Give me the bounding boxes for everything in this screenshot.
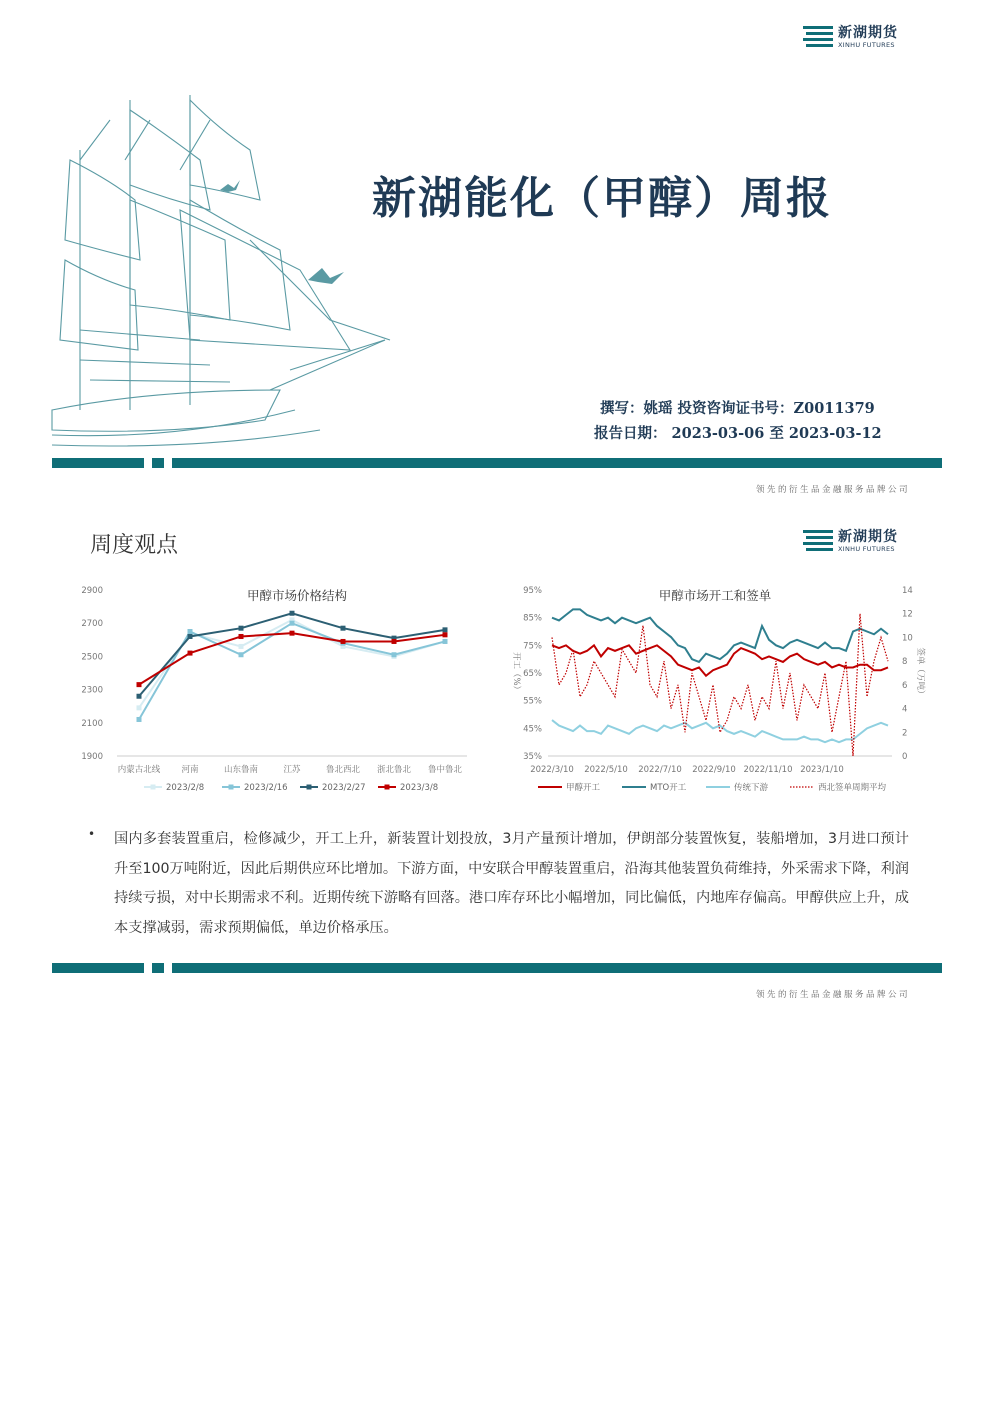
data-point xyxy=(239,644,244,649)
brand-name-en: XINHU FUTURES xyxy=(838,41,895,49)
legend-label: 2023/2/27 xyxy=(322,783,366,793)
data-point xyxy=(443,632,448,637)
legend-label: 2023/2/8 xyxy=(166,783,205,793)
brand-mark-icon xyxy=(803,530,833,552)
section-title: 周度观点 xyxy=(90,533,179,558)
series-line xyxy=(552,645,888,675)
weekly-view-paragraph: 国内多套装置重启，检修减少，开工上升，新装置计划投放，3月产量预计增加，伊朗部分装置恢复，装船增加，3月进口预计升至100万吨附近，因此后期供应环比增加。下游方面，中安联合甲醇装置重启，沿海其他装置负荷维持，外采需求下降，利润持续亏损，对中长期需求不利。近期传统下游略有回落。港口库存环比小幅增加，同比偏低，内地库存偏高。甲醇供应上升，成本支撑减弱，需求预期偏低，单边价格承压。 xyxy=(114,831,909,936)
divider-bar-left xyxy=(52,458,144,468)
data-point xyxy=(137,682,142,687)
x-tick-label: 2022/3/10 xyxy=(530,765,574,775)
y-right-axis-label: 签单（万吨） xyxy=(915,647,925,699)
y-right-tick-label: 10 xyxy=(902,633,913,644)
chart-title: 甲醇市场开工和签单 xyxy=(658,588,772,603)
y-left-axis-label: 开工（%） xyxy=(511,651,521,695)
slogan-bottom: 领先的衍生品金融服务品牌公司 xyxy=(755,990,910,1000)
y-left-tick-label: 45% xyxy=(523,724,542,735)
x-tick-label: 2022/5/10 xyxy=(584,765,628,775)
x-tick-label: 浙北鲁北 xyxy=(376,765,412,775)
brand-name-en: XINHU FUTURES xyxy=(838,545,895,553)
x-tick-label: 鲁中鲁北 xyxy=(427,765,463,775)
data-point xyxy=(188,634,193,639)
brand-name-cn: 新湖期货 xyxy=(838,25,898,41)
y-tick-label: 2900 xyxy=(81,586,103,596)
x-tick-label: 2022/11/10 xyxy=(743,765,793,775)
bullet-icon: • xyxy=(88,827,96,841)
data-point xyxy=(137,717,142,722)
x-tick-label: 山东鲁南 xyxy=(223,765,259,775)
y-left-tick-label: 55% xyxy=(523,696,542,707)
data-point xyxy=(443,627,448,632)
x-tick-label: 内蒙古北线 xyxy=(117,765,161,775)
y-left-tick-label: 85% xyxy=(523,613,542,624)
y-left-tick-label: 35% xyxy=(523,752,542,762)
x-tick-label: 2023/1/10 xyxy=(800,765,844,775)
data-point xyxy=(392,639,397,644)
y-tick-label: 1900 xyxy=(81,752,103,762)
data-point xyxy=(188,629,193,634)
price-structure-chart xyxy=(72,580,492,800)
data-point xyxy=(239,634,244,639)
data-point xyxy=(341,639,346,644)
data-point xyxy=(137,705,142,710)
data-point xyxy=(239,626,244,631)
data-point xyxy=(392,652,397,657)
divider-bar-main xyxy=(172,458,942,468)
sailing-ship-illustration xyxy=(50,90,395,460)
legend-label: 2023/3/8 xyxy=(400,783,439,793)
data-point xyxy=(137,694,142,699)
author-line: 撰写：姚瑶 投资咨询证书号：Z0011379 xyxy=(600,400,875,417)
legend-marker xyxy=(151,785,156,790)
chart-title: 甲醇市场价格结构 xyxy=(246,588,348,603)
data-point xyxy=(341,626,346,631)
series-line xyxy=(552,614,888,756)
divider-bar-main-bottom xyxy=(172,963,942,973)
slogan-top: 领先的衍生品金融服务品牌公司 xyxy=(755,485,910,495)
x-tick-label: 2022/7/10 xyxy=(638,765,682,775)
y-right-tick-label: 4 xyxy=(902,704,908,715)
brand-logo xyxy=(803,26,898,49)
data-point xyxy=(188,651,193,656)
y-right-tick-label: 12 xyxy=(902,609,913,620)
legend-marker xyxy=(307,785,312,790)
y-tick-label: 2300 xyxy=(81,685,103,696)
divider-bar-left-bottom xyxy=(52,963,144,973)
legend-label: 甲醇开工 xyxy=(566,783,601,793)
legend-label: 2023/2/16 xyxy=(244,783,288,793)
legend-label: 西北签单周期平均 xyxy=(818,783,887,793)
y-left-tick-label: 65% xyxy=(523,669,542,679)
brand-name-cn: 新湖期货 xyxy=(838,529,898,545)
brand-mark-icon xyxy=(803,26,833,48)
date-line: 报告日期： 2023-03-06 至 2023-03-12 xyxy=(594,425,882,442)
data-point xyxy=(443,639,448,644)
legend-marker xyxy=(229,785,234,790)
y-tick-label: 2100 xyxy=(81,718,103,729)
report-title: 新湖能化（甲醇）周报 xyxy=(372,173,832,224)
data-point xyxy=(290,611,295,616)
divider-bar-square-bottom xyxy=(152,963,164,973)
y-right-tick-label: 14 xyxy=(902,586,913,596)
legend-label: MTO开工 xyxy=(650,783,687,793)
data-point xyxy=(290,621,295,626)
y-left-tick-label: 95% xyxy=(523,586,542,596)
legend-label: 传统下游 xyxy=(734,783,769,793)
divider-bar-square xyxy=(152,458,164,468)
x-tick-label: 鲁北西北 xyxy=(325,765,361,775)
x-tick-label: 河南 xyxy=(181,765,199,775)
y-left-tick-label: 75% xyxy=(523,641,542,652)
operating-rate-chart xyxy=(500,580,925,800)
y-right-tick-label: 8 xyxy=(902,657,908,668)
y-right-tick-label: 6 xyxy=(902,680,908,691)
y-tick-label: 2700 xyxy=(81,619,103,630)
y-right-tick-label: 2 xyxy=(902,728,908,739)
brand-logo-section xyxy=(803,530,898,553)
data-point xyxy=(290,631,295,636)
y-right-tick-label: 0 xyxy=(902,752,908,762)
x-tick-label: 江苏 xyxy=(283,765,301,775)
y-tick-label: 2500 xyxy=(81,652,103,663)
x-tick-label: 2022/9/10 xyxy=(692,765,736,775)
legend-marker xyxy=(385,785,390,790)
data-point xyxy=(239,652,244,657)
